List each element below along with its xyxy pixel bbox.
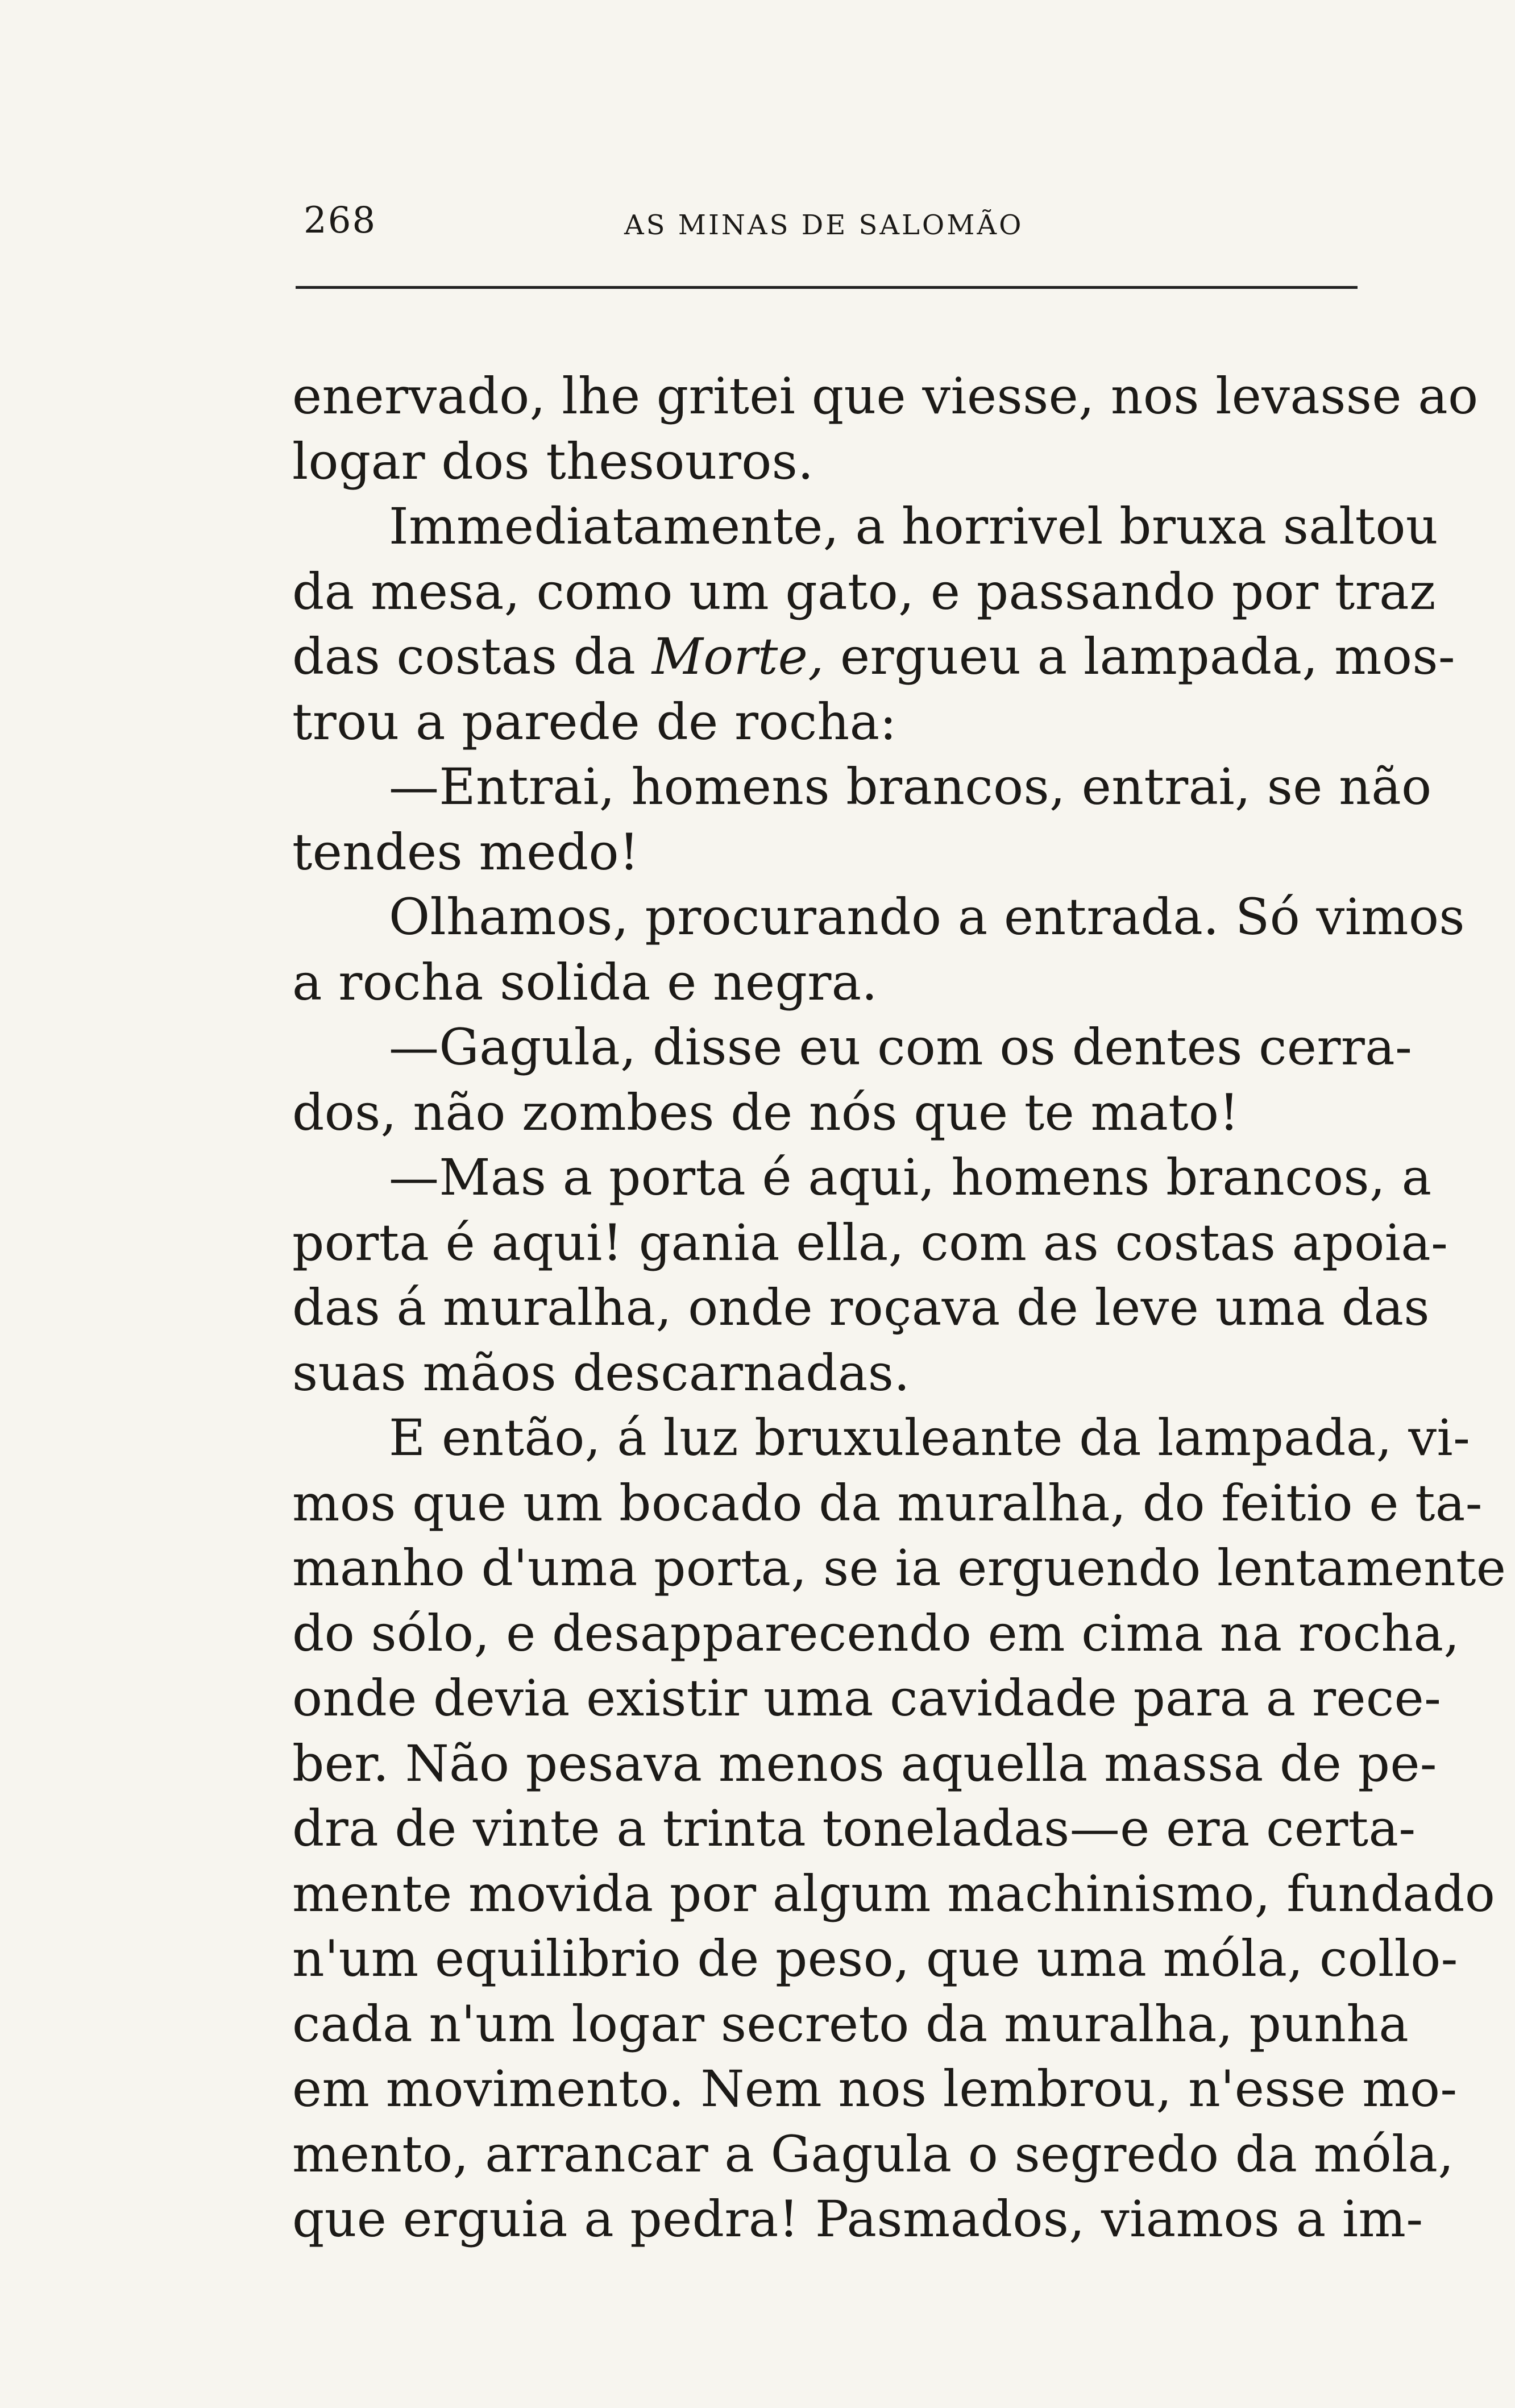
text-line: das á muralha, onde roçava de leve uma das [292,1278,1430,1337]
text-line: trou a parede de rocha: [292,692,897,751]
text-line: —Entrai, homens brancos, entrai, se não [389,757,1432,816]
text-line: dra de vinte a trinta toneladas—e era certa- [292,1799,1416,1858]
text-line: suas mãos descarnadas. [292,1343,910,1402]
text-span: das costas da [292,627,652,686]
text-line: cada n'um logar secreto da muralha, punha [292,1994,1409,2053]
text-line: a rocha solida e negra. [292,952,878,1012]
text-line: da mesa, como um gato, e passando por traz [292,562,1436,621]
text-span: ergueu a lampada, mos- [824,627,1456,686]
text-line: mente movida por algum machinismo, fundado [292,1864,1496,1923]
text-line: mento, arrancar a Gagula o segredo da móla, [292,2124,1454,2183]
text-line: Immediatamente, a horrivel bruxa saltou [389,497,1438,556]
text-line: E então, á luz bruxuleante da lampada, vi- [389,1408,1471,1467]
page-number: 268 [304,200,377,242]
text-line: onde devia existir uma cavidade para a rece- [292,1669,1442,1727]
text-line: manho d'uma porta, se ia erguendo lentamente [292,1539,1506,1597]
text-line: ber. Não pesava menos aquella massa de pe- [292,1734,1437,1793]
text-line: em movimento. Nem nos lembrou, n'esse mo- [292,2059,1458,2118]
text-line: n'um equilibrio de peso, que uma móla, collo- [292,1929,1458,1988]
running-title: AS MINAS DE SALOMÃO [624,209,1024,241]
text-line: porta é aqui! gania ella, com as costas apoia- [292,1213,1448,1272]
italic-word: Morte, [651,627,824,686]
text-line [292,624,1456,690]
text-line: Olhamos, procurando a entrada. Só vimos [389,888,1465,946]
text-line: que erguia a pedra! Pasmados, viamos a im- [292,2190,1423,2248]
text-line: —Gagula, disse eu com os dentes cerra- [389,1018,1413,1076]
text-line: logar dos thesouros. [292,432,814,491]
text-line: dos, não zombes de nós que te mato! [292,1083,1240,1142]
text-line: mos que um bocado da muralha, do feitio e ta- [292,1473,1483,1532]
body-text [292,364,1506,2252]
text-line: enervado, lhe gritei que viesse, nos levasse ao [292,367,1479,425]
text-line: tendes medo! [292,822,640,881]
text-line: —Mas a porta é aqui, homens brancos, a [389,1148,1432,1207]
text-line: do sólo, e desapparecendo em cima na rocha, [292,1603,1460,1663]
page-header [294,192,1358,255]
header-rule [296,286,1358,289]
